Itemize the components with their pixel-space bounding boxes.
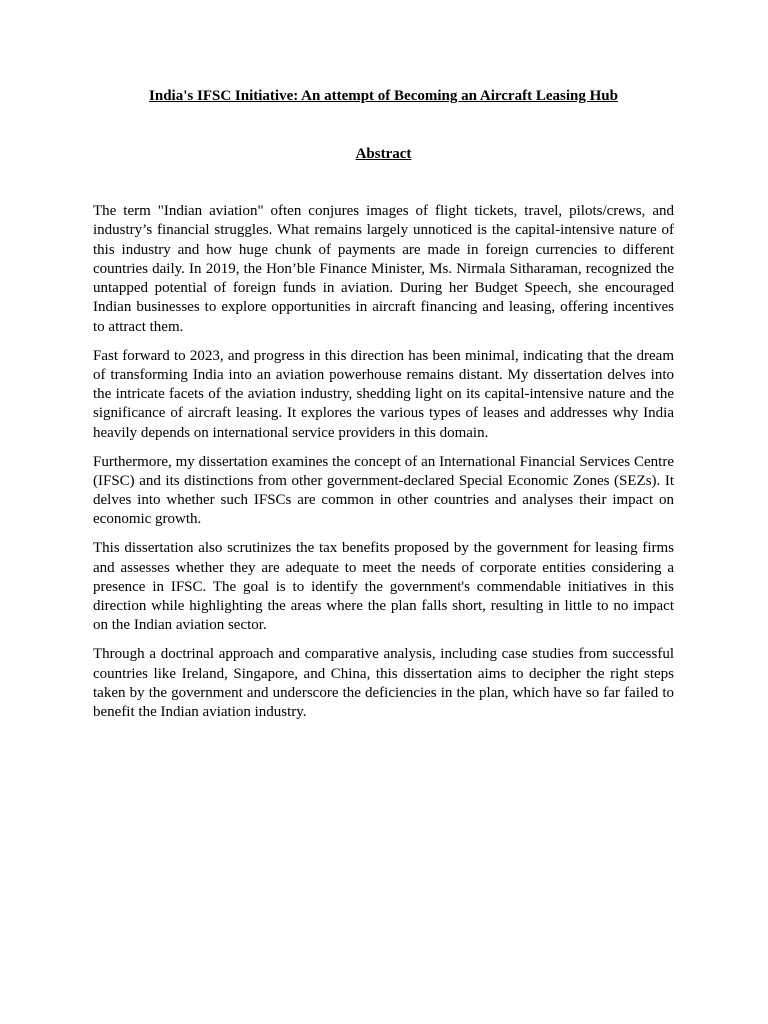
abstract-paragraph: The term "Indian aviation" often conjures images of flight tickets, travel, pilots/crews, and industry’s financial struggles. What remains largely unnoticed is the capital-intensive nature of this industry and how huge chunk of payments are made in foreign currencies to different countries daily. In 2019, the Hon’ble Finance Minister, Ms. Nirmala Sitharaman, recognized the untapped potential of foreign funds in aviation. During her Budget Speech, she encouraged Indian businesses to explore opportunities in aircraft financing and leasing, offering incentives to attract them. — [93, 203, 674, 335]
abstract-paragraph: This dissertation also scrutinizes the tax benefits proposed by the government for leasing firms and assesses whether they are adequate to meet the needs of corporate entities considering a presence in IFSC. The goal is to identify the government's commendable initiatives in this direction while highlighting the areas where the plan falls short, resulting in little to no impact on the Indian aviation sector. — [93, 540, 674, 634]
abstract-body — [93, 202, 674, 732]
abstract-paragraph: Fast forward to 2023, and progress in this direction has been minimal, indicating that the dream of transforming India into an aviation powerhouse remains distant. My dissertation delves into the intricate facets of the aviation industry, shedding light on its capital-intensive nature and the significance of aircraft leasing. It explores the various types of leases and addresses why India heavily depends on international service providers in this domain. — [93, 347, 674, 441]
abstract-paragraph: Furthermore, my dissertation examines the concept of an International Financial Services Centre (IFSC) and its distinctions from other government-declared Special Economic Zones (SEZs). It delves into whether such IFSCs are common in other countries and analyses their impact on economic growth. — [93, 453, 674, 528]
abstract-heading: Abstract — [355, 146, 412, 162]
abstract-paragraph: Through a doctrinal approach and comparative analysis, including case studies from successful countries like Ireland, Singapore, and China, this dissertation aims to decipher the right steps taken by the government and underscore the deficiencies in the plan, which have so far failed to benefit the Indian aviation industry. — [93, 646, 674, 721]
document-title: India's IFSC Initiative: An attempt of Becoming an Aircraft Leasing Hub — [149, 88, 618, 104]
